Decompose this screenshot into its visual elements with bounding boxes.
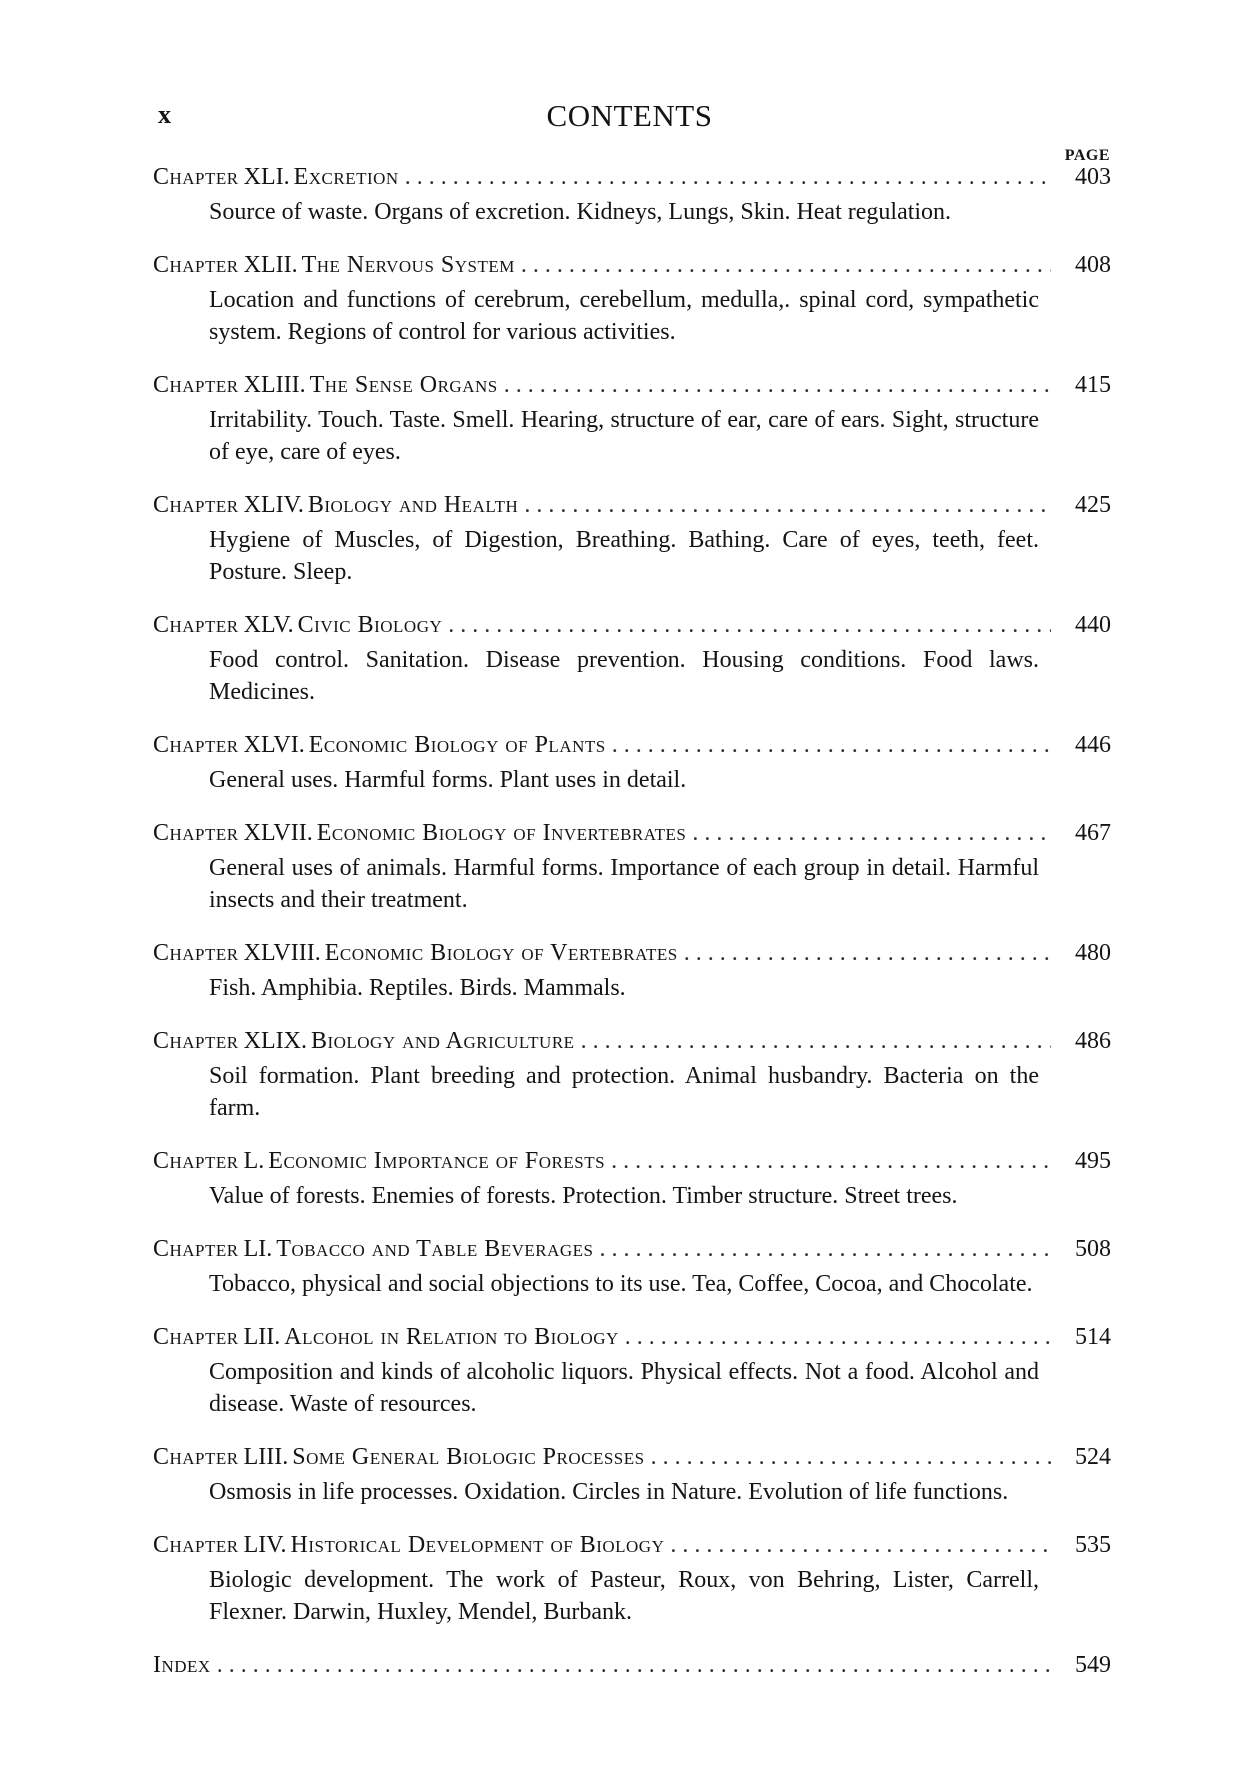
- toc-entry-heading: [153, 726, 1111, 764]
- chapter-heading: [153, 606, 442, 644]
- chapter-page-number: 425: [1075, 492, 1111, 518]
- chapter-number: LII.: [243, 1324, 281, 1350]
- chapter-label: Chapter: [153, 612, 239, 638]
- chapter-list: [153, 158, 1111, 1628]
- toc-entry: [153, 246, 1111, 348]
- chapter-title: Economic Biology of Plants: [308, 732, 606, 758]
- toc-entry: [153, 1318, 1111, 1420]
- chapter-heading: [153, 366, 498, 404]
- chapter-label: Chapter: [153, 1444, 239, 1470]
- chapter-number: XLV.: [243, 612, 294, 638]
- chapter-title: Some General Biologic Processes: [292, 1444, 645, 1470]
- chapter-summary: Source of waste. Organs of excretion. Kidneys, Lungs, Skin. Heat regulation.: [209, 199, 952, 225]
- toc-entry-heading: [153, 158, 1111, 196]
- index-title: Index: [153, 1652, 211, 1678]
- chapter-title: Biology and Agriculture: [310, 1028, 575, 1054]
- chapter-heading: [153, 726, 606, 764]
- toc-entry: [153, 1438, 1111, 1508]
- chapter-heading: [153, 246, 515, 284]
- chapter-heading: [153, 1318, 619, 1356]
- chapter-page-number: 508: [1075, 1236, 1111, 1262]
- toc-entry-heading: [153, 486, 1111, 524]
- chapter-page-number: 524: [1075, 1444, 1111, 1470]
- chapter-heading: [153, 1526, 664, 1564]
- toc-entry-heading: [153, 1526, 1111, 1564]
- dot-leader: [684, 934, 1051, 972]
- chapter-number: L.: [243, 1148, 265, 1174]
- chapter-title: Economic Biology of Vertebrates: [324, 940, 678, 966]
- table-of-contents: [153, 158, 1111, 1684]
- dot-leader: [524, 486, 1051, 524]
- toc-entry-heading: [153, 1230, 1111, 1268]
- chapter-page-number: 514: [1075, 1324, 1111, 1350]
- chapter-number: XLIII.: [243, 372, 306, 398]
- chapter-number: LIII.: [243, 1444, 289, 1470]
- chapter-number: XLI.: [243, 164, 290, 190]
- chapter-page-number: 446: [1075, 732, 1111, 758]
- chapter-summary: Composition and kinds of alcoholic liquors. Physical effects. Not a food. Alcohol and disease. Waste of resources.: [209, 1359, 1039, 1417]
- chapter-title: Civic Biology: [297, 612, 443, 638]
- toc-entry-heading: [153, 1318, 1111, 1356]
- toc-entry: [153, 1022, 1111, 1124]
- chapter-label: Chapter: [153, 820, 239, 846]
- dot-leader: [405, 158, 1051, 196]
- toc-entry-heading: [153, 1022, 1111, 1060]
- chapter-heading: [153, 814, 686, 852]
- chapter-heading: [153, 158, 399, 196]
- chapter-page-number: 415: [1075, 372, 1111, 398]
- chapter-label: Chapter: [153, 164, 239, 190]
- chapter-label: Chapter: [153, 732, 239, 758]
- dot-leader: [651, 1438, 1051, 1476]
- chapter-summary: Location and functions of cerebrum, cerebellum, medulla,. spinal cord, sympathetic system. Regions of control for various activities.: [209, 287, 1039, 345]
- chapter-page-number: 486: [1075, 1028, 1111, 1054]
- chapter-summary: Fish. Amphibia. Reptiles. Birds. Mammals.: [209, 975, 626, 1001]
- dot-leader: [600, 1230, 1051, 1268]
- chapter-page-number: 467: [1075, 820, 1111, 846]
- dot-leader: [611, 1142, 1051, 1180]
- chapter-number: XLVI.: [243, 732, 305, 758]
- chapter-label: Chapter: [153, 940, 239, 966]
- chapter-title: Biology and Health: [307, 492, 519, 518]
- chapter-summary: Value of forests. Enemies of forests. Protection. Timber structure. Street trees.: [209, 1183, 958, 1209]
- chapter-number: XLIV.: [243, 492, 304, 518]
- toc-entry-heading: [153, 366, 1111, 404]
- toc-entry: [153, 1230, 1111, 1300]
- toc-entry: [153, 606, 1111, 708]
- dot-leader: [612, 726, 1051, 764]
- chapter-summary: Osmosis in life processes. Oxidation. Circles in Nature. Evolution of life functions.: [209, 1479, 1009, 1505]
- chapter-title: Historical Development of Biology: [290, 1532, 665, 1558]
- toc-entry-index: [153, 1646, 1111, 1684]
- dot-leader: [217, 1646, 1051, 1684]
- chapter-label: Chapter: [153, 1324, 239, 1350]
- chapter-heading: [153, 1142, 605, 1180]
- chapter-heading: [153, 1438, 645, 1476]
- chapter-number: XLII.: [243, 252, 298, 278]
- toc-entry-heading: [153, 1438, 1111, 1476]
- chapter-label: Chapter: [153, 372, 239, 398]
- chapter-label: Chapter: [153, 1532, 239, 1558]
- toc-entry-heading: [153, 246, 1111, 284]
- chapter-summary: Tobacco, physical and social objections to its use. Tea, Coffee, Cocoa, and Chocolate.: [209, 1271, 1033, 1297]
- chapter-title: Alcohol in Relation to Biology: [284, 1324, 619, 1350]
- chapter-heading: [153, 1022, 575, 1060]
- chapter-title: Excretion: [293, 164, 399, 190]
- chapter-title: The Nervous System: [301, 252, 515, 278]
- chapter-heading: [153, 1230, 594, 1268]
- chapter-label: Chapter: [153, 1028, 239, 1054]
- chapter-title: Economic Biology of Invertebrates: [316, 820, 687, 846]
- chapter-page-number: 480: [1075, 940, 1111, 966]
- chapter-summary: General uses of animals. Harmful forms. Importance of each group in detail. Harmful insects and their treatment.: [209, 855, 1039, 913]
- dot-leader: [625, 1318, 1051, 1356]
- chapter-summary: Food control. Sanitation. Disease prevention. Housing conditions. Food laws. Medicines.: [209, 647, 1039, 705]
- chapter-page-number: 495: [1075, 1148, 1111, 1174]
- chapter-label: Chapter: [153, 1236, 239, 1262]
- toc-entry: [153, 158, 1111, 228]
- toc-entry-heading: [153, 934, 1111, 972]
- toc-entry-heading: [153, 814, 1111, 852]
- chapter-label: Chapter: [153, 252, 239, 278]
- chapter-summary: Soil formation. Plant breeding and protection. Animal husbandry. Bacteria on the farm.: [209, 1063, 1039, 1121]
- chapter-page-number: 535: [1075, 1532, 1111, 1558]
- chapter-page-number: 403: [1075, 164, 1111, 190]
- chapter-summary: Biologic development. The work of Pasteur, Roux, von Behring, Lister, Carrell, Flexner. Darwin, Huxley, Mendel, Burbank.: [209, 1567, 1039, 1625]
- chapter-number: XLIX.: [243, 1028, 307, 1054]
- dot-leader: [504, 366, 1051, 404]
- toc-entry: [153, 486, 1111, 588]
- chapter-number: LIV.: [243, 1532, 287, 1558]
- chapter-title: Tobacco and Table Beverages: [276, 1236, 594, 1262]
- toc-entry: [153, 1142, 1111, 1212]
- toc-entry: [153, 814, 1111, 916]
- dot-leader: [521, 246, 1051, 284]
- toc-entry-heading: [153, 1142, 1111, 1180]
- chapter-heading: [153, 486, 518, 524]
- toc-entry: [153, 726, 1111, 796]
- dot-leader: [670, 1526, 1051, 1564]
- chapter-label: Chapter: [153, 492, 239, 518]
- toc-entry: [153, 1526, 1111, 1628]
- chapter-label: Chapter: [153, 1148, 239, 1174]
- chapter-number: XLVII.: [243, 820, 313, 846]
- page-title: CONTENTS: [546, 98, 713, 133]
- chapter-title: The Sense Organs: [309, 372, 498, 398]
- toc-entry: [153, 934, 1111, 1004]
- index-page-number: 549: [1075, 1652, 1111, 1678]
- dot-leader: [692, 814, 1051, 852]
- chapter-page-number: 408: [1075, 252, 1111, 278]
- chapter-heading: [153, 934, 678, 972]
- toc-entry: [153, 366, 1111, 468]
- dot-leader: [581, 1022, 1051, 1060]
- chapter-number: LI.: [243, 1236, 273, 1262]
- dot-leader: [448, 606, 1051, 644]
- chapter-summary: Hygiene of Muscles, of Digestion, Breathing. Bathing. Care of eyes, teeth, feet. Posture. Sleep.: [209, 527, 1039, 585]
- folio-number: x: [158, 100, 171, 129]
- chapter-number: XLVIII.: [243, 940, 321, 966]
- toc-entry-heading: [153, 606, 1111, 644]
- chapter-title: Economic Importance of Forests: [268, 1148, 606, 1174]
- chapter-page-number: 440: [1075, 612, 1111, 638]
- page-column-label: PAGE: [1064, 147, 1110, 164]
- chapter-summary: Irritability. Touch. Taste. Smell. Hearing, structure of ear, care of ears. Sight, structure of eye, care of eyes.: [209, 407, 1039, 465]
- chapter-summary: General uses. Harmful forms. Plant uses in detail.: [209, 767, 687, 793]
